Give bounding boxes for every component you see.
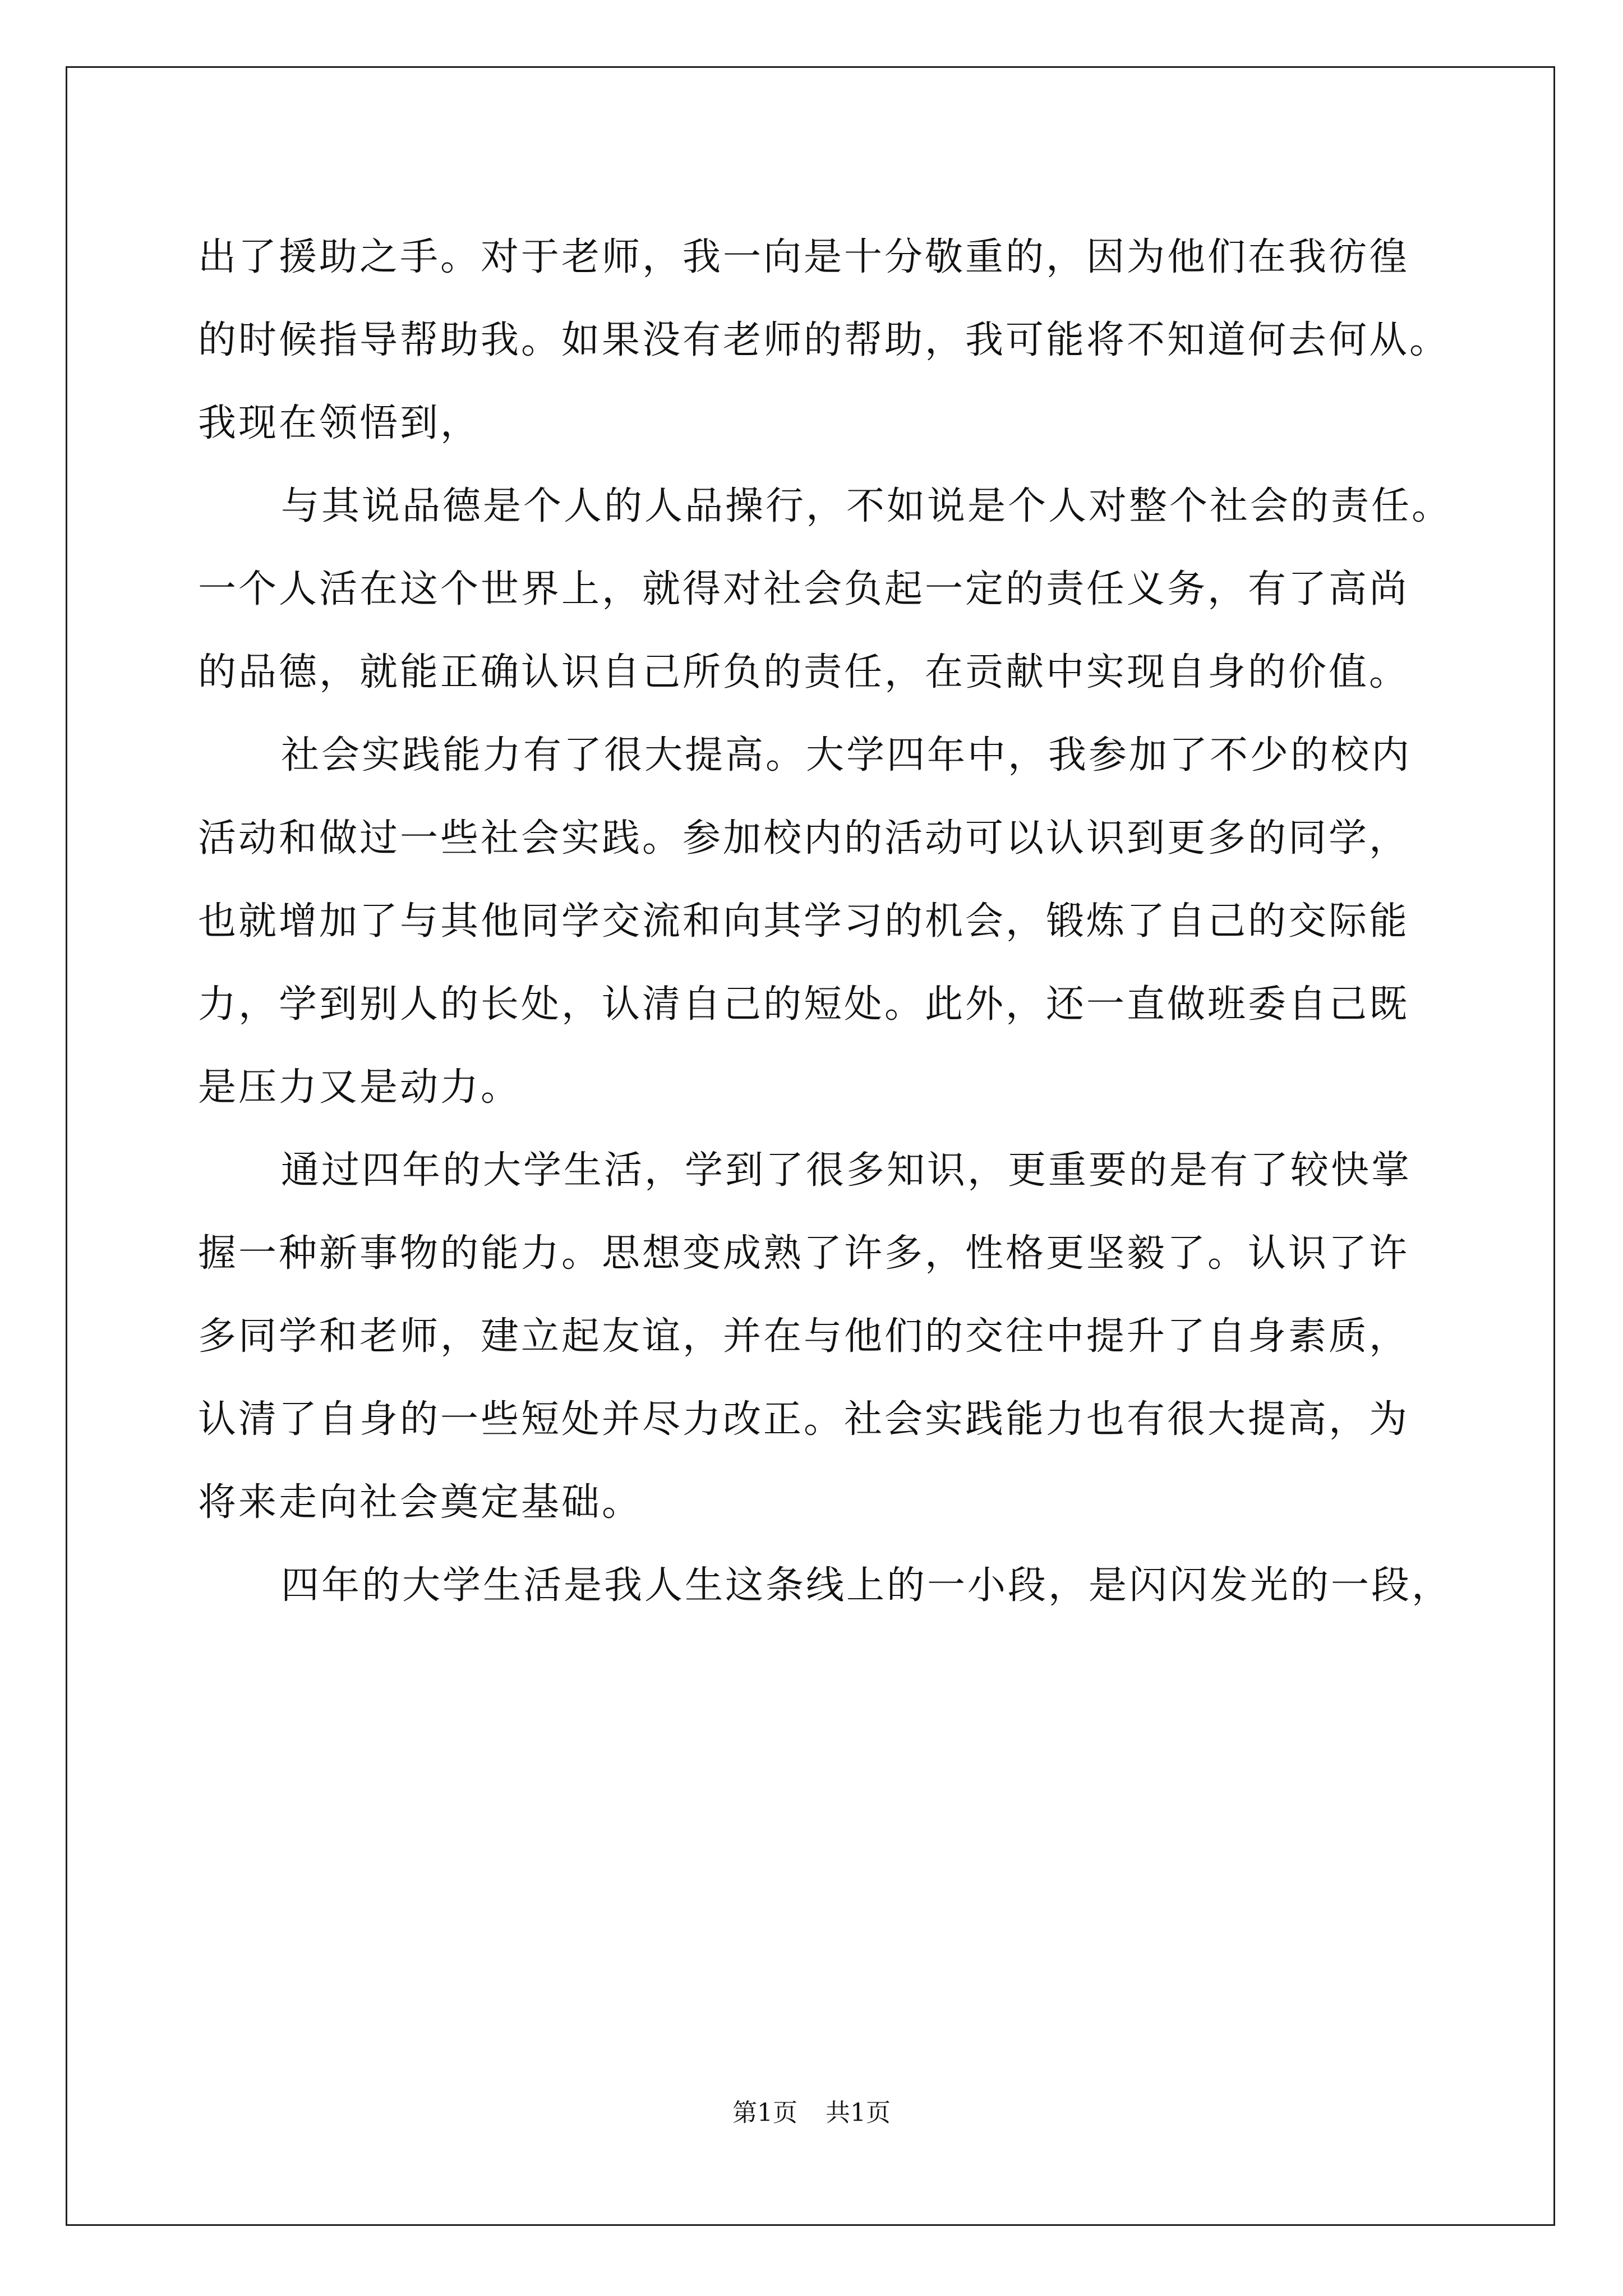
text-line: 通过四年的大学生活，学到了很多知识，更重要的是有了较快掌 xyxy=(281,1148,1412,1193)
text-line: 也就增加了与其他同学交流和向其学习的机会，锻炼了自己的交际能 xyxy=(198,899,1410,944)
text-line: 将来走向社会奠定基础。 xyxy=(198,1480,643,1525)
text-line: 与其说品德是个人的人品操行，不如说是个人对整个社会的责任。 xyxy=(281,484,1453,528)
text-line: 的时候指导帮助我。如果没有老师的帮助，我可能将不知道何去何从。 xyxy=(198,318,1450,362)
text-line: 力，学到别人的长处，认清自己的短处。此外，还一直做班委自己既 xyxy=(198,982,1410,1027)
page-footer xyxy=(0,2092,1623,2128)
text-line: 四年的大学生活是我人生这条线上的一小段，是闪闪发光的一段， xyxy=(281,1563,1453,1608)
document-body xyxy=(198,216,1454,1627)
text-line: 一个人活在这个世界上，就得对社会负起一定的责任义务，有了高尚 xyxy=(198,567,1410,611)
text-line: 出了援助之手。对于老师，我一向是十分敬重的，因为他们在我彷徨 xyxy=(198,235,1410,279)
text-line: 认清了自身的一些短处并尽力改正。社会实践能力也有很大提高，为 xyxy=(198,1397,1410,1442)
text-line: 的品德，就能正确认识自己所负的责任，在贡献中实现自身的价值。 xyxy=(198,650,1410,694)
text-line: 握一种新事物的能力。思想变成熟了许多，性格更坚毅了。认识了许 xyxy=(198,1231,1410,1276)
text-line: 活动和做过一些社会实践。参加校内的活动可以认识到更多的同学， xyxy=(198,816,1410,861)
text-line: 多同学和老师，建立起友谊，并在与他们的交往中提升了自身素质， xyxy=(198,1314,1410,1359)
text-line: 我现在领悟到， xyxy=(198,401,481,445)
page-number: 第1页 xyxy=(732,2099,797,2127)
text-line: 是压力又是动力。 xyxy=(198,1065,522,1110)
text-line: 社会实践能力有了很大提高。大学四年中，我参加了不少的校内 xyxy=(281,733,1412,777)
page-total: 共1页 xyxy=(826,2099,891,2127)
